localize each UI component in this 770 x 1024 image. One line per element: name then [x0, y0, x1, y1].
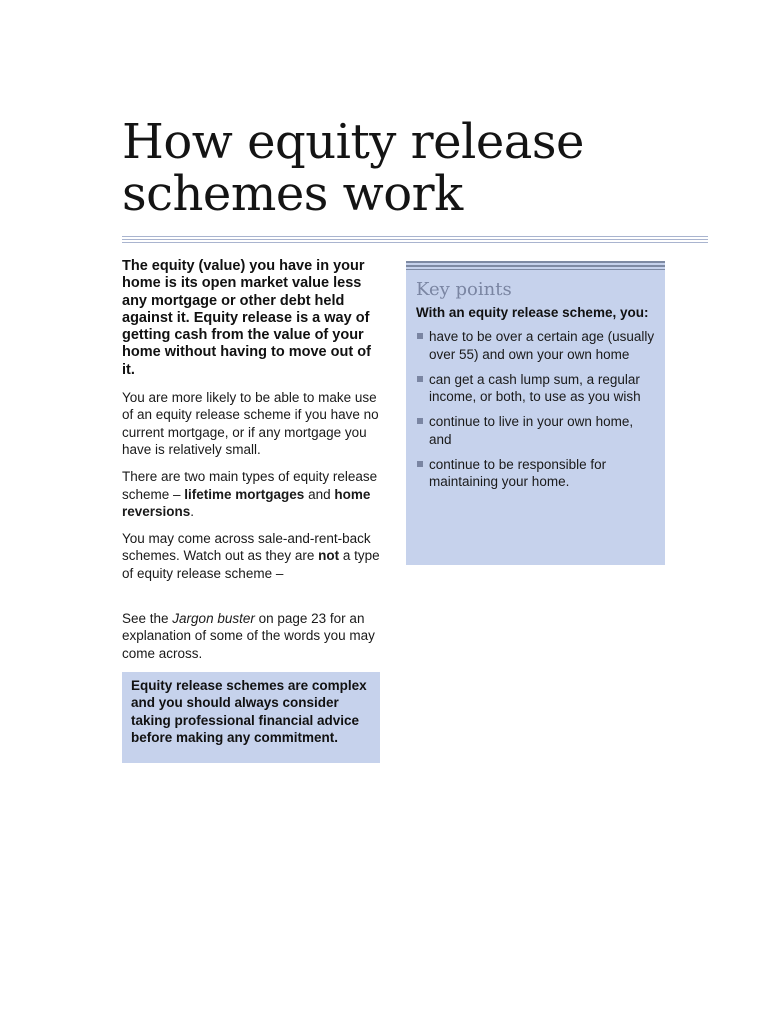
list-item	[416, 371, 655, 406]
scheme-types-paragraph	[122, 468, 384, 520]
page-title-line-1: How equity release	[122, 114, 584, 170]
square-bullet-icon	[417, 461, 423, 467]
home-reversions-term: home reversions	[122, 486, 371, 519]
scheme-types-text-3: .	[190, 503, 195, 519]
key-points-heading: Key points	[416, 279, 512, 300]
key-points-lead: With an equity release scheme, you:	[416, 305, 649, 320]
jargon-text-1: See the	[122, 611, 173, 627]
main-column	[122, 258, 384, 763]
sale-rent-back-paragraph	[122, 530, 384, 582]
sale-rent-back-text-1: You may come across sale-and-rent-back schemes. Watch out as they are	[122, 531, 371, 564]
key-points-list	[416, 328, 655, 490]
square-bullet-icon	[417, 418, 423, 424]
page-title	[122, 116, 682, 220]
key-points-divider	[406, 261, 665, 270]
jargon-paragraph	[122, 610, 384, 662]
mortgage-paragraph: You are more likely to be able to make use of an equity release scheme if you have no current mortgage, or if any mortgage you have is relatively small.	[122, 390, 379, 457]
list-item-text: continue to live in your own home, and	[429, 414, 634, 447]
scheme-types-text-2: and	[304, 486, 335, 502]
advice-callout	[122, 672, 380, 763]
list-item	[416, 456, 655, 491]
list-item	[416, 328, 655, 363]
intro-paragraph: The equity (value) you have in your home is its open market value less any mortgage or other debt held against it. Equity release is a way of getting cash from the value of your home without having to move out of it.	[122, 258, 371, 378]
sale-rent-back-text-2: a type of equity release scheme –	[122, 548, 380, 581]
list-item-text: have to be over a certain age (usually over 55) and own your own home	[429, 329, 655, 362]
list-item	[416, 413, 655, 448]
page-title-line-2: schemes work	[122, 166, 463, 222]
jargon-buster-reference: Jargon buster	[172, 611, 255, 627]
advice-callout-text: Equity release schemes are complex and you should always consider taking professional financial advice before making any commitment.	[131, 677, 367, 745]
not-emphasis: not	[318, 548, 340, 564]
title-divider	[122, 236, 708, 245]
lifetime-mortgages-term: lifetime mortgages	[184, 486, 305, 502]
key-points-box	[406, 261, 665, 565]
list-item-text: continue to be responsible for maintaining your home.	[429, 457, 607, 490]
square-bullet-icon	[417, 376, 423, 382]
list-item-text: can get a cash lump sum, a regular income, or both, to use as you wish	[429, 371, 641, 405]
jargon-text-2: on page 23 for an explanation of some of the words you may come across.	[122, 611, 375, 661]
square-bullet-icon	[417, 333, 423, 339]
scheme-types-text-1: There are two main types of equity release scheme –	[122, 469, 378, 502]
